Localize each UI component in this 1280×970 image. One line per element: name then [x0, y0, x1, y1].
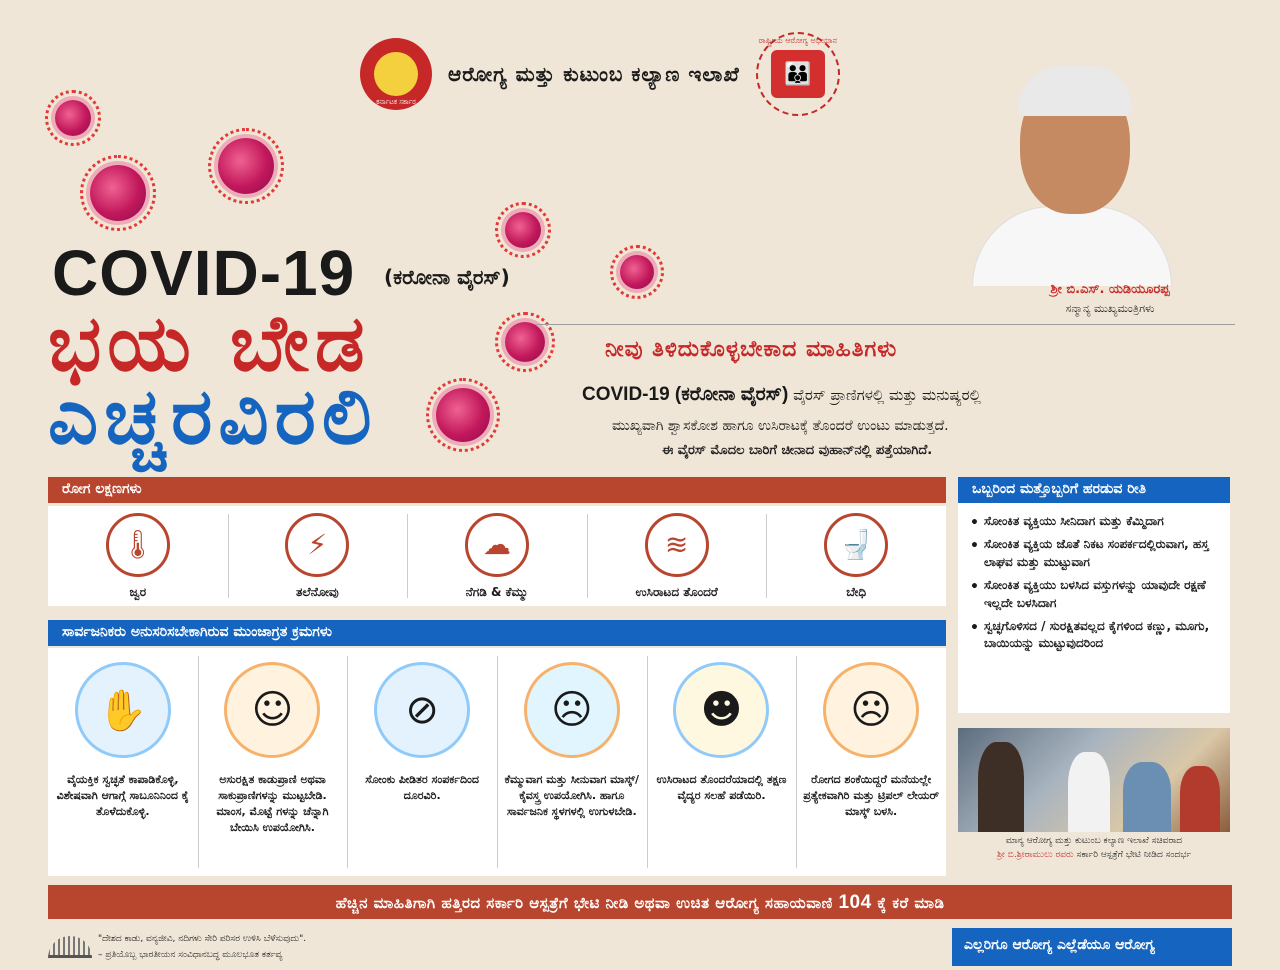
spread-item: • ಸೋಂಕಿತ ವ್ಯಕ್ತಿಯು ಸೀನಿದಾಗ ಮತ್ತು ಕೆಮ್ಮಿದಾಗ — [970, 513, 1218, 530]
precaution-text: ಉಸಿರಾಟದ ತೊಂದರೆಯಾದಲ್ಲಿ ತಕ್ಷಣ ವೈದ್ಯರ ಸಲಹೆ ಪಡೆಯಿರಿ. — [656, 773, 787, 802]
photo-person — [1180, 766, 1220, 832]
info-paragraph-3: ಈ ವೈರಸ್ ಮೊದಲ ಬಾರಿಗೆ ಚೀನಾದ ವುಹಾನ್‌ನಲ್ಲಿ ಪತ್ತೆಯಾಗಿದೆ. — [662, 443, 933, 458]
symptom-icon: ≋ — [645, 513, 709, 577]
precaution-item — [347, 648, 497, 876]
precaution-illustration-icon: ☻ — [673, 662, 769, 758]
info-paragraph-1 — [582, 384, 1182, 406]
precaution-illustration-icon: ☹ — [524, 662, 620, 758]
precaution-item — [198, 648, 348, 876]
helpline-number: 104 — [838, 892, 872, 913]
divider — [535, 324, 1235, 325]
precaution-item — [48, 648, 198, 876]
title-covid: COVID-19 — [52, 237, 356, 309]
chief-minister-portrait — [962, 56, 1182, 286]
virus-icon — [505, 322, 545, 362]
chief-minister-title: ಸನ್ಮಾನ್ಯ ಮುಖ್ಯಮಂತ್ರಿಗಳು — [1065, 302, 1155, 315]
precautions-panel — [48, 648, 946, 876]
photo-person — [1123, 762, 1171, 832]
symptom-label: ನೆಗಡಿ & ಕೆಮ್ಮು — [465, 584, 529, 599]
precaution-item — [497, 648, 647, 876]
precaution-illustration-icon: ☹ — [823, 662, 919, 758]
symptom-label: ಬೇಧಿ — [846, 584, 867, 599]
photo-person — [978, 742, 1024, 832]
minister-visit-photo — [958, 728, 1230, 832]
virus-icon — [620, 255, 654, 289]
symptom-item — [48, 506, 228, 606]
precaution-illustration-icon: ⊘ — [374, 662, 470, 758]
precaution-text: ಕೆಮ್ಮುವಾಗ ಮತ್ತು ಸೀನುವಾಗ ಮಾಸ್ಕ್/ ಕೈವಸ್ತ್ರ ಉಪಯೋಗಿಸಿ. ಹಾಗೂ ಸಾರ್ವಜನಿಕ ಸ್ಥಳಗಳಲ್ಲಿ ಉಗುಳಬೇಡಿ. — [504, 773, 639, 818]
slogan-line-2: ಎಚ್ಚರವಿರಲಿ — [48, 372, 378, 462]
info-covid-label: COVID-19 (ಕರೋನಾ ವೈರಸ್) — [582, 384, 789, 405]
precaution-text: ಸೋಂಕು ಪೀಡಿತರ ಸಂಪರ್ಕದಿಂದ ದೂರವಿರಿ. — [365, 773, 480, 802]
precaution-illustration-icon: ✋ — [75, 662, 171, 758]
virus-icon — [218, 138, 274, 194]
photo-caption-2 — [958, 850, 1230, 860]
precaution-text: ರೋಗದ ಶಂಕೆಯಿದ್ದರೆ ಮನೆಯಲ್ಲೇ ಪ್ರತ್ಯೇಕವಾಗಿರಿ ಮತ್ತು ಟ್ರಿಪಲ್ ಲೇಯರ್ ಮಾಸ್ಕ್ ಬಳಸಿ. — [803, 773, 940, 818]
spread-item: • ಸೋಂಕಿತ ವ್ಯಕ್ತಿಯ ಜೊತೆ ನಿಕಟ ಸಂಪರ್ಕದಲ್ಲಿರುವಾಗ, ಹಸ್ತ ಲಾಘವ ಮತ್ತು ಮುಟ್ಟುವಾಗ — [970, 536, 1218, 571]
symptoms-heading: ರೋಗ ಲಕ್ಷಣಗಳು — [48, 477, 946, 503]
parliament-icon — [48, 936, 92, 958]
footer-note: – ಪ್ರತಿಯೊಬ್ಬ ಭಾರತೀಯನ ಸಂವಿಧಾನಬದ್ಧ ಮೂಲಭೂತ ಕರ್ತವ್ಯ — [98, 950, 283, 960]
symptom-icon: ⚡ — [285, 513, 349, 577]
title-subtitle: (ಕರೋನಾ ವೈರಸ್) — [384, 265, 510, 289]
precaution-item — [796, 648, 946, 876]
helpline-banner — [48, 885, 1232, 919]
photo-caption-minister: ಶ್ರೀ ಬಿ.ಶ್ರೀರಾಮುಲು ರವರು — [996, 850, 1074, 860]
precaution-text: ಅಸುರಕ್ಷಿತ ಕಾಡುಪ್ರಾಣಿ ಅಥವಾ ಸಾಕುಪ್ರಾಣಿಗಳನ್ನು ಮುಟ್ಟಬೇಡಿ. ಮಾಂಸ, ಮೊಟ್ಟೆ ಗಳನ್ನು ಚೆನ್ನಾಗಿ ಬೇಯಿಸಿ ಉಪಯೋಗಿಸಿ. — [216, 773, 329, 834]
footer-quote: "ದೇಶದ ಕಾಡು, ವನ್ಯಜೀವಿ, ನದಿಗಳು ಸೇರಿ ಪರಿಸರ ಉಳಿಸಿ ಬೆಳೆಸುವುದು". — [98, 934, 307, 944]
family-icon: 👪 — [771, 50, 825, 98]
precaution-text: ವೈಯಕ್ತಿಕ ಸ್ವಚ್ಛತೆ ಕಾಪಾಡಿಕೊಳ್ಳಿ, ವಿಶೇಷವಾಗಿ ಆಗಾಗ್ಗೆ ಸಾಬೂನಿನಿಂದ ಕೈ ತೊಳೆದುಕೊಳ್ಳಿ. — [56, 773, 190, 818]
helpline-text-post: ಕ್ಕೆ ಕರೆ ಮಾಡಿ — [877, 894, 945, 912]
emblem-text: ಕರ್ನಾಟಕ ಸರ್ಕಾರ — [376, 98, 416, 106]
symptom-icon: 🚽 — [824, 513, 888, 577]
symptom-item — [407, 506, 587, 606]
department-name: ಆರೋಗ್ಯ ಮತ್ತು ಕುಟುಂಬ ಕಲ್ಯಾಣ ಇಲಾಖೆ — [448, 62, 740, 86]
symptom-icon: ☁ — [465, 513, 529, 577]
virus-icon — [505, 212, 541, 248]
nhm-logo-text: ರಾಷ್ಟ್ರೀಯ ಆರೋಗ್ಯ ಅಭಿಯಾನ — [758, 36, 837, 45]
portrait-shirt — [972, 206, 1172, 286]
slogan-line-1: ಭಯ ಬೇಡ — [48, 299, 371, 389]
spread-item: • ಸ್ವಚ್ಛಗೊಳಿಸದ / ಸುರಕ್ಷಿತವಲ್ಲದ ಕೈಗಳಿಂದ ಕಣ್ಣು, ಮೂಗು, ಬಾಯಿಯನ್ನು ಮುಟ್ಟುವುದರಿಂದ — [970, 618, 1218, 653]
spread-item: • ಸೋಂಕಿತ ವ್ಯಕ್ತಿಯು ಬಳಸಿದ ವಸ್ತುಗಳನ್ನು ಯಾವುದೇ ರಕ್ಷಣೆ ಇಲ್ಲದೇ ಬಳಸಿದಾಗ — [970, 577, 1218, 612]
photo-caption-text: ಸರ್ಕಾರಿ ಆಸ್ಪತ್ರೆಗೆ ಭೇಟಿ ನೀಡಿದ ಸಂದರ್ಭ — [1076, 850, 1192, 860]
karnataka-emblem-icon — [360, 38, 432, 110]
spread-list — [958, 503, 1230, 713]
info-text-1: ವೈರಸ್ ಪ್ರಾಣಿಗಳಲ್ಲಿ ಮತ್ತು ಮನುಷ್ಯರಲ್ಲಿ — [793, 386, 981, 404]
symptom-item — [766, 506, 946, 606]
symptoms-panel — [48, 506, 946, 606]
symptom-label: ಉಸಿರಾಟದ ತೊಂದರೆ — [635, 584, 718, 599]
precaution-illustration-icon: ☺ — [224, 662, 320, 758]
photo-caption-1: ಮಾನ್ಯ ಆರೋಗ್ಯ ಮತ್ತು ಕುಟುಂಬ ಕಲ್ಯಾಣ ಇಲಾಖೆ ಸಚಿವರಾದ — [1005, 836, 1183, 846]
nhm-logo-icon — [756, 32, 840, 116]
chief-minister-name: ಶ್ರೀ ಬಿ.ಎಸ್. ಯಡಿಯೂರಪ್ಪ — [1050, 282, 1170, 297]
symptom-item — [228, 506, 408, 606]
precautions-heading: ಸಾರ್ವಜನಿಕರು ಅನುಸರಿಸಬೇಕಾಗಿರುವ ಮುಂಜಾಗ್ರತ ಕ್ರಮಗಳು — [48, 620, 946, 646]
info-heading: ನೀವು ತಿಳಿದುಕೊಳ್ಳಬೇಕಾದ ಮಾಹಿತಿಗಳು — [605, 337, 898, 362]
portrait-hair — [1018, 66, 1132, 116]
precaution-item — [647, 648, 797, 876]
symptom-label: ತಲೆನೋವು — [296, 584, 339, 599]
header — [360, 38, 940, 110]
helpline-text-pre: ಹೆಚ್ಚಿನ ಮಾಹಿತಿಗಾಗಿ ಹತ್ತಿರದ ಸರ್ಕಾರಿ ಆಸ್ಪತ್ರೆಗೆ ಭೇಟಿ ನೀಡಿ ಅಥವಾ ಉಚಿತ ಆರೋಗ್ಯ ಸಹಾಯವಾಣಿ — [335, 894, 833, 912]
virus-icon — [55, 100, 91, 136]
info-paragraph-2: ಮುಖ್ಯವಾಗಿ ಶ್ವಾಸಕೋಶ ಹಾಗೂ ಉಸಿರಾಟಕ್ಕೆ ತೊಂದರೆ ಉಂಟು ಮಾಡುತ್ತದೆ. — [612, 418, 949, 434]
symptom-label: ಜ್ವರ — [129, 584, 147, 599]
photo-person — [1068, 752, 1110, 832]
virus-icon — [90, 165, 146, 221]
symptom-icon: 🌡 — [106, 513, 170, 577]
spread-heading: ಒಬ್ಬರಿಂದ ಮತ್ತೊಬ್ಬರಿಗೆ ಹರಡುವ ರೀತಿ — [958, 477, 1230, 503]
symptom-item — [587, 506, 767, 606]
virus-icon — [436, 388, 490, 442]
footer-slogan: ಎಲ್ಲರಿಗೂ ಆರೋಗ್ಯ ಎಲ್ಲೆಡೆಯೂ ಆರೋಗ್ಯ — [952, 928, 1232, 966]
